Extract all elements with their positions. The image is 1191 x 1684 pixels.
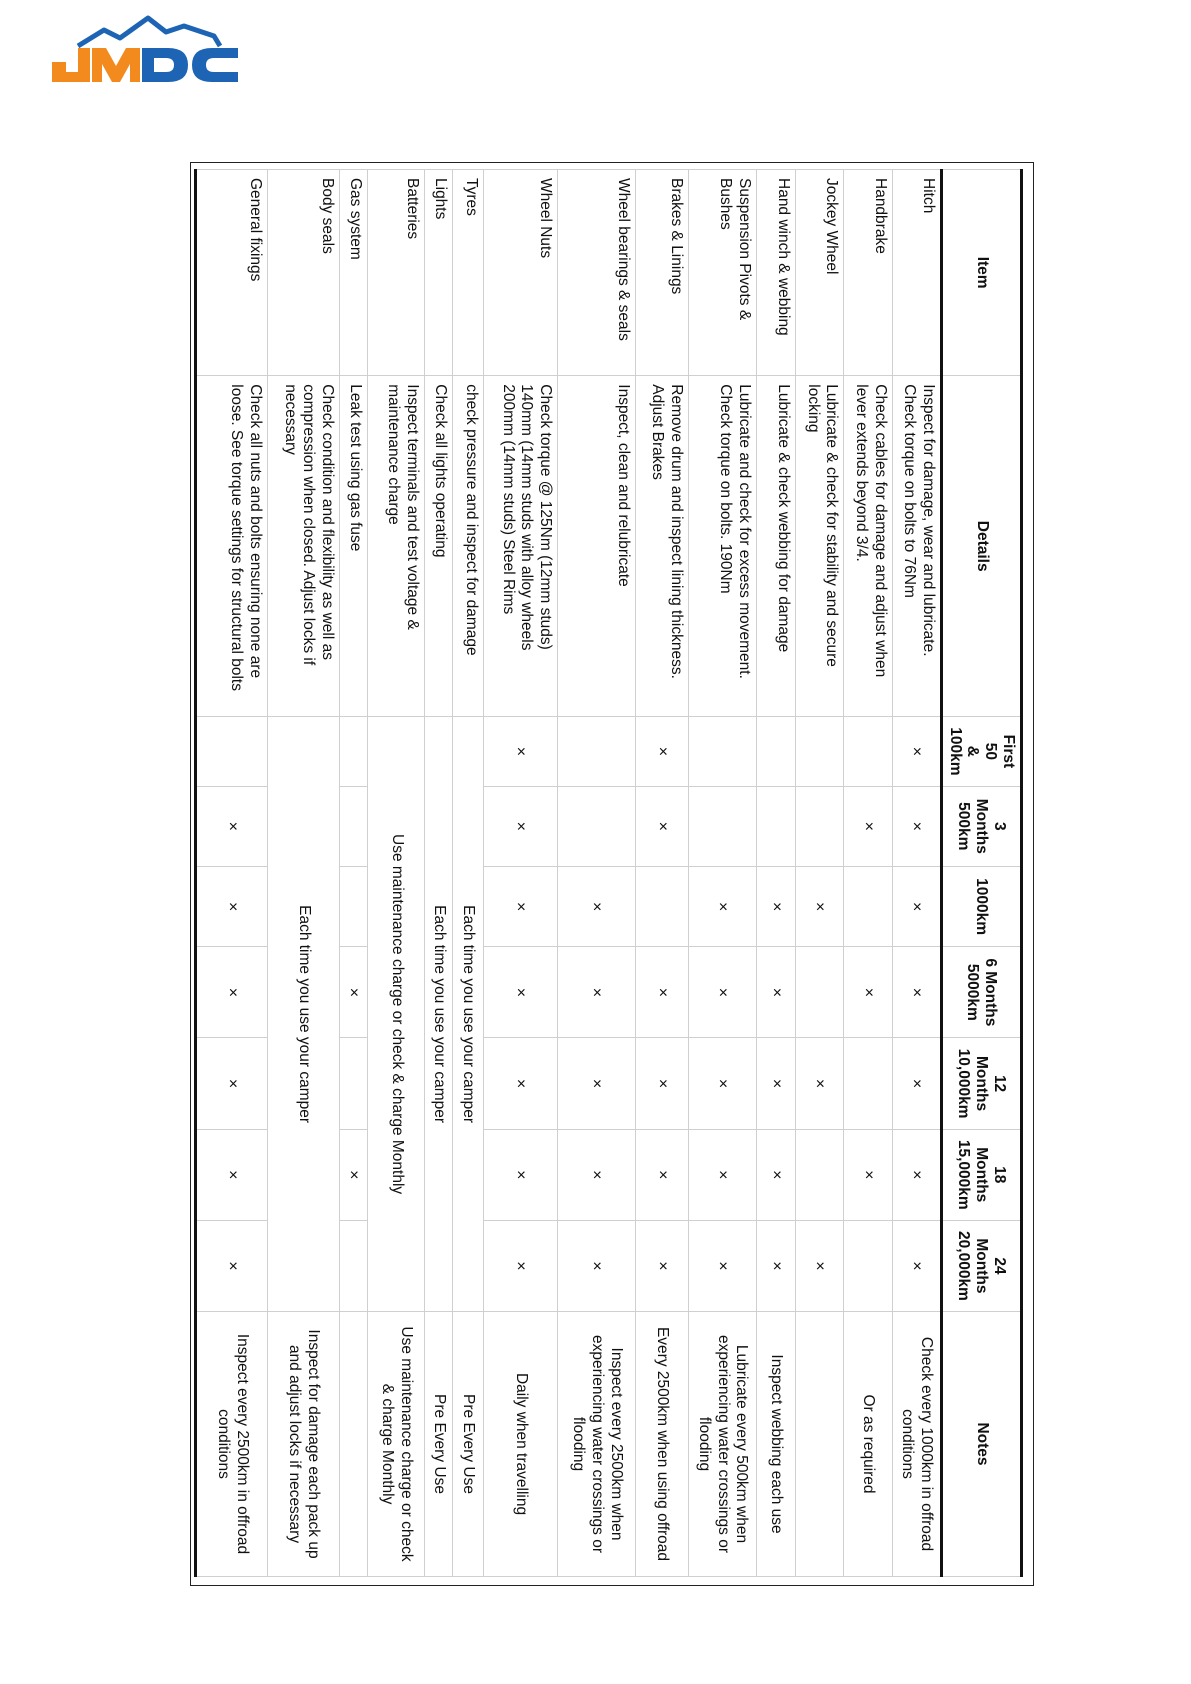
logo-letter-m	[92, 48, 140, 82]
header-row	[941, 170, 1021, 1577]
check-mark: ×	[636, 1129, 688, 1220]
details-cell: check pressure and inspect for damage	[453, 376, 484, 717]
span-cell: Each time you use your camper	[453, 717, 484, 1312]
row-tyres	[453, 170, 484, 1577]
logo-letter-d	[142, 48, 188, 82]
notes-cell	[339, 1312, 368, 1577]
check-mark: ×	[844, 1129, 892, 1220]
item-cell: Suspension Pivots & Bushes	[688, 170, 756, 376]
details-cell: Check all nuts and bolts ensuring none are loose. See torque settings for structural bolts	[196, 376, 268, 717]
check-mark: ×	[757, 947, 796, 1038]
row-suspension	[688, 170, 756, 1577]
notes-cell: Use maintenance charge or check & charge Monthly	[368, 1312, 425, 1577]
span-cell: Each time you use your camper	[268, 717, 340, 1312]
row-wheel-bearings	[557, 170, 635, 1577]
check-mark: ×	[844, 786, 892, 866]
empty-cell	[636, 866, 688, 946]
header-item: Item	[941, 170, 1021, 376]
empty-cell	[796, 947, 844, 1038]
header-24-months: 24 Months 20,000km	[941, 1220, 1021, 1311]
row-jockey-wheel	[796, 170, 844, 1577]
empty-cell	[339, 1038, 368, 1129]
check-mark: ×	[688, 1129, 756, 1220]
details-cell: Inspect for damage, wear and lubricate. Check torque on bolts to 76Nm	[892, 376, 941, 717]
check-mark: ×	[892, 866, 941, 946]
empty-cell	[557, 717, 635, 786]
check-mark: ×	[483, 866, 557, 946]
check-mark: ×	[688, 1038, 756, 1129]
item-cell: Brakes & Linings	[636, 170, 688, 376]
check-mark: ×	[339, 1129, 368, 1220]
notes-cell: Inspect for damage each pack up and adjust locks if necessary	[268, 1312, 340, 1577]
empty-cell	[844, 1220, 892, 1311]
row-brakes	[636, 170, 688, 1577]
check-mark: ×	[483, 947, 557, 1038]
item-cell: Batteries	[368, 170, 425, 376]
notes-cell: Pre Every Use	[425, 1312, 453, 1577]
logo-letter-j	[52, 48, 90, 82]
row-hitch	[892, 170, 941, 1577]
mdc-logo	[52, 12, 238, 84]
check-mark: ×	[892, 717, 941, 786]
span-cell: Use maintenance charge or check & charge Monthly	[368, 717, 425, 1312]
check-mark: ×	[757, 1129, 796, 1220]
empty-cell	[339, 717, 368, 786]
item-cell: Gas system	[339, 170, 368, 376]
item-cell: Body seals	[268, 170, 340, 376]
check-mark: ×	[892, 947, 941, 1038]
check-mark: ×	[636, 1220, 688, 1311]
details-cell: Inspect terminals and test voltage & maintenance charge	[368, 376, 425, 717]
check-mark: ×	[688, 947, 756, 1038]
details-cell: Remove drum and inspect lining thickness. Adjust Brakes	[636, 376, 688, 717]
check-mark: ×	[557, 1129, 635, 1220]
empty-cell	[196, 717, 268, 786]
span-cell: Each time you use your camper	[425, 717, 453, 1312]
check-mark: ×	[196, 1129, 268, 1220]
empty-cell	[688, 717, 756, 786]
details-cell: Leak test using gas fuse	[339, 376, 368, 717]
header-18-months: 18 Months 15,000km	[941, 1129, 1021, 1220]
item-cell: Hand winch & webbing	[757, 170, 796, 376]
row-wheel-nuts	[483, 170, 557, 1577]
notes-cell: Pre Every Use	[453, 1312, 484, 1577]
notes-cell: Daily when travelling	[483, 1312, 557, 1577]
details-cell: Check torque @ 125Nm (12mm studs) 140mm (14mm studs with alloy wheels 200mm (14mm studs) Steel Rims	[483, 376, 557, 717]
row-lights	[425, 170, 453, 1577]
details-cell: Check condition and flexibility as well as compression when closed. Adjust locks if necessary	[268, 376, 340, 717]
check-mark: ×	[483, 1038, 557, 1129]
check-mark: ×	[636, 1038, 688, 1129]
check-mark: ×	[892, 1220, 941, 1311]
maintenance-table	[194, 169, 1023, 1577]
empty-cell	[557, 786, 635, 866]
check-mark: ×	[892, 786, 941, 866]
item-cell: Hitch	[892, 170, 941, 376]
maintenance-schedule	[194, 169, 1023, 1577]
header-first-50: First 50 & 100km	[941, 717, 1021, 786]
check-mark: ×	[339, 947, 368, 1038]
mountain-outline	[78, 18, 220, 46]
check-mark: ×	[196, 786, 268, 866]
empty-cell	[796, 717, 844, 786]
header-1000km: 1000km	[941, 866, 1021, 946]
check-mark: ×	[557, 1038, 635, 1129]
header-12-months: 12 Months 10,000km	[941, 1038, 1021, 1129]
header-details: Details	[941, 376, 1021, 717]
check-mark: ×	[688, 866, 756, 946]
check-mark: ×	[196, 1220, 268, 1311]
row-hand-winch	[757, 170, 796, 1577]
item-cell: Lights	[425, 170, 453, 376]
empty-cell	[796, 786, 844, 866]
empty-cell	[844, 1038, 892, 1129]
check-mark: ×	[636, 947, 688, 1038]
check-mark: ×	[557, 947, 635, 1038]
item-cell: Jockey Wheel	[796, 170, 844, 376]
check-mark: ×	[757, 1220, 796, 1311]
check-mark: ×	[196, 866, 268, 946]
item-cell: Tyres	[453, 170, 484, 376]
check-mark: ×	[483, 1129, 557, 1220]
notes-cell: Lubricate every 500km when experiencing water crossings or flooding	[688, 1312, 756, 1577]
empty-cell	[844, 717, 892, 786]
check-mark: ×	[892, 1038, 941, 1129]
check-mark: ×	[892, 1129, 941, 1220]
item-cell: Wheel Nuts	[483, 170, 557, 376]
notes-cell: Inspect every 2500km when experiencing water crossings or flooding	[557, 1312, 635, 1577]
details-cell: Lubricate & check webbing for damage	[757, 376, 796, 717]
check-mark: ×	[757, 1038, 796, 1129]
header-notes: Notes	[941, 1312, 1021, 1577]
item-cell: General fixings	[196, 170, 268, 376]
check-mark: ×	[483, 1220, 557, 1311]
details-cell: Check cables for damage and adjust when lever extends beyond 3/4.	[844, 376, 892, 717]
notes-cell: Inspect webbing each use	[757, 1312, 796, 1577]
row-gas-system	[339, 170, 368, 1577]
check-mark: ×	[557, 1220, 635, 1311]
row-batteries	[368, 170, 425, 1577]
check-mark: ×	[483, 786, 557, 866]
notes-cell: Every 2500km when using offroad	[636, 1312, 688, 1577]
empty-cell	[339, 786, 368, 866]
check-mark: ×	[844, 947, 892, 1038]
check-mark: ×	[483, 717, 557, 786]
empty-cell	[688, 786, 756, 866]
check-mark: ×	[796, 1220, 844, 1311]
row-body-seals	[268, 170, 340, 1577]
check-mark: ×	[688, 1220, 756, 1311]
details-cell: Lubricate and check for excess movement. Check torque on bolts. 190Nm	[688, 376, 756, 717]
check-mark: ×	[796, 866, 844, 946]
check-mark: ×	[636, 717, 688, 786]
empty-cell	[844, 866, 892, 946]
check-mark: ×	[757, 866, 796, 946]
check-mark: ×	[557, 866, 635, 946]
logo-letter-c	[192, 48, 238, 82]
empty-cell	[757, 786, 796, 866]
notes-cell: Or as required	[844, 1312, 892, 1577]
header-3-months: 3 Months 500km	[941, 786, 1021, 866]
item-cell: Handbrake	[844, 170, 892, 376]
details-cell: Lubricate & check for stability and secure locking	[796, 376, 844, 717]
notes-cell: Inspect every 2500km in offroad conditions	[196, 1312, 268, 1577]
empty-cell	[796, 1129, 844, 1220]
empty-cell	[339, 866, 368, 946]
notes-cell: Check every 1000km in offroad conditions	[892, 1312, 941, 1577]
header-6-months: 6 Months 5000km	[941, 947, 1021, 1038]
notes-cell	[796, 1312, 844, 1577]
empty-cell	[757, 717, 796, 786]
details-cell: Check all lights operating	[425, 376, 453, 717]
row-general-fixings	[196, 170, 268, 1577]
check-mark: ×	[636, 786, 688, 866]
check-mark: ×	[196, 947, 268, 1038]
empty-cell	[339, 1220, 368, 1311]
check-mark: ×	[196, 1038, 268, 1129]
item-cell: Wheel bearings & seals	[557, 170, 635, 376]
check-mark: ×	[796, 1038, 844, 1129]
row-handbrake	[844, 170, 892, 1577]
details-cell: Inspect, clean and relubricate	[557, 376, 635, 717]
